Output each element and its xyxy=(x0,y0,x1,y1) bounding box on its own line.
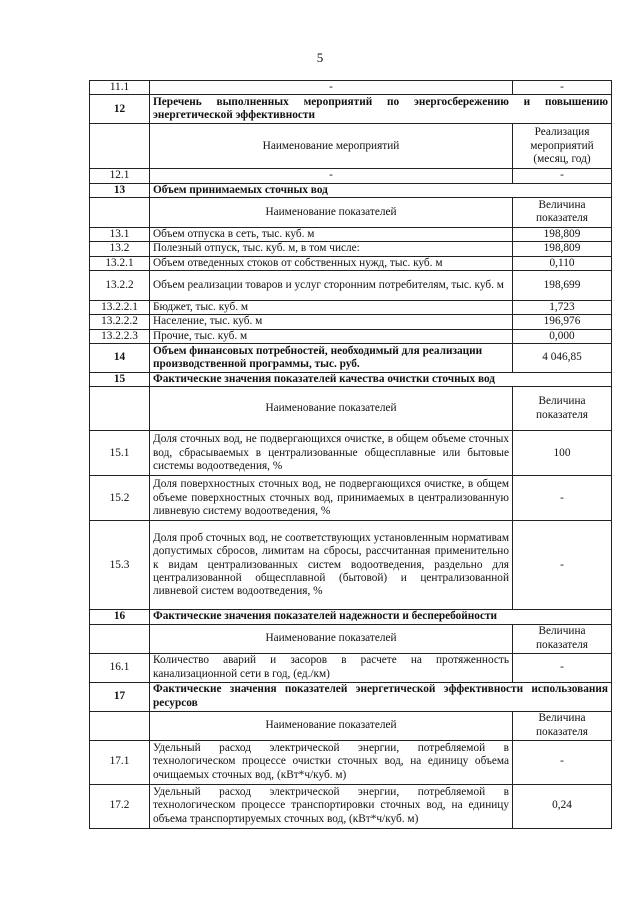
row-name: Доля сточных вод, не подвергающихся очистке, в общем объеме сточных вод, сбрасываемых в централизованные общесплавные или бытовые системы водоотведения, % xyxy=(150,431,513,476)
row-value: - xyxy=(513,476,612,521)
row-value: - xyxy=(513,169,612,183)
row-number: 17.2 xyxy=(90,784,150,828)
table-row xyxy=(90,653,612,682)
section-title: Фактические значения показателей энергетической эффективности использования ресурсов xyxy=(150,682,612,711)
row-name: Объем отпуска в сеть, тыс. куб. м xyxy=(150,227,513,241)
table-row xyxy=(90,315,612,329)
section-row xyxy=(90,372,612,386)
column-header-name: Наименование показателей xyxy=(150,624,513,653)
row-value: 196,976 xyxy=(513,315,612,329)
section-row xyxy=(90,343,612,372)
row-name: Население, тыс. куб. м xyxy=(150,315,513,329)
section-title: Фактические значения показателей качества очистки сточных вод xyxy=(150,372,612,386)
table-row xyxy=(90,242,612,256)
row-number: 13.2.1 xyxy=(90,256,150,270)
column-header-value: Величина показателя xyxy=(513,711,612,740)
header-row xyxy=(90,387,612,431)
table-row xyxy=(90,270,612,300)
empty-cell xyxy=(90,387,150,431)
table-row xyxy=(90,227,612,241)
column-header-value: Величина показателя xyxy=(513,624,612,653)
row-value: 1,723 xyxy=(513,300,612,314)
row-number: 13.2.2.1 xyxy=(90,300,150,314)
row-number: 13.2.2 xyxy=(90,270,150,300)
row-number: 11.1 xyxy=(90,81,150,95)
section-number: 13 xyxy=(90,183,150,197)
section-row xyxy=(90,183,612,197)
section-row xyxy=(90,95,612,124)
table-row xyxy=(90,300,612,314)
row-name: - xyxy=(150,169,513,183)
empty-cell xyxy=(90,624,150,653)
row-name: Полезный отпуск, тыс. куб. м, в том числе: xyxy=(150,242,513,256)
section-title: Фактические значения показателей надежности и бесперебойности xyxy=(150,610,612,624)
empty-cell xyxy=(90,124,150,169)
row-value: 100 xyxy=(513,431,612,476)
row-number: 15.1 xyxy=(90,431,150,476)
column-header-name: Наименование показателей xyxy=(150,387,513,431)
row-name: Объем отведенных стоков от собственных нужд, тыс. куб. м xyxy=(150,256,513,270)
row-value: 198,699 xyxy=(513,270,612,300)
table-row xyxy=(90,784,612,828)
column-header-value: Реализация мероприятий (месяц, год) xyxy=(513,124,612,169)
row-value: 198,809 xyxy=(513,227,612,241)
row-number: 15.3 xyxy=(90,521,150,610)
row-name: Удельный расход электрической энергии, потребляемой в технологическом процессе транспортировки сточных вод, на единицу объема транспортируемых сточных вод, (кВт*ч/куб. м) xyxy=(150,784,513,828)
section-number: 15 xyxy=(90,372,150,386)
section-number: 12 xyxy=(90,95,150,124)
table-row xyxy=(90,476,612,521)
row-name: Прочие, тыс. куб. м xyxy=(150,329,513,343)
row-value: 0,110 xyxy=(513,256,612,270)
row-value: - xyxy=(513,653,612,682)
header-row xyxy=(90,124,612,169)
row-value: 4 046,85 xyxy=(513,343,612,372)
row-name: Количество аварий и засоров в расчете на протяженность канализационной сети в год, (ед./км) xyxy=(150,653,513,682)
row-name: Доля поверхностных сточных вод, не подвергающихся очистке, в общем объеме поверхностных сточных вод, принимаемых в централизованную ливневую систему водоотведения, % xyxy=(150,476,513,521)
row-number: 13.1 xyxy=(90,227,150,241)
row-name: Удельный расход электрической энергии, потребляемой в технологическом процессе очистки сточных вод, на единицу объема очищаемых сточных вод, (кВт*ч/куб. м) xyxy=(150,740,513,784)
row-number: 13.2 xyxy=(90,242,150,256)
column-header-name: Наименование показателей xyxy=(150,197,513,227)
row-number: 13.2.2.2 xyxy=(90,315,150,329)
header-row xyxy=(90,197,612,227)
empty-cell xyxy=(90,197,150,227)
section-title: Объем финансовых потребностей, необходимый для реализации производственной программы, тыс. руб. xyxy=(150,343,513,372)
row-number: 13.2.2.3 xyxy=(90,329,150,343)
row-name: Доля проб сточных вод, не соответствующих установленным нормативам допустимых сбросов, лимитам на сбросы, рассчитанная применительно к видам централизованных систем водоотведения, раздельно для централизованной общесплавной (бытовой) и централизованной ливневой систем водоотведения, % xyxy=(150,521,513,610)
report-table xyxy=(89,80,612,829)
header-row xyxy=(90,711,612,740)
column-header-value: Величина показателя xyxy=(513,387,612,431)
row-value: - xyxy=(513,740,612,784)
table-row xyxy=(90,169,612,183)
row-value: 0,24 xyxy=(513,784,612,828)
empty-cell xyxy=(90,711,150,740)
row-number: 12.1 xyxy=(90,169,150,183)
row-name: Объем реализации товаров и услуг сторонним потребителям, тыс. куб. м xyxy=(150,270,513,300)
section-title: Перечень выполненных мероприятий по энергосбережению и повышению энергетической эффективности xyxy=(150,95,612,124)
page-number: 5 xyxy=(316,50,324,65)
section-number: 14 xyxy=(90,343,150,372)
table-row xyxy=(90,521,612,610)
section-row xyxy=(90,610,612,624)
row-value: - xyxy=(513,81,612,95)
section-number: 16 xyxy=(90,610,150,624)
section-title: Объем принимаемых сточных вод xyxy=(150,183,612,197)
row-name: - xyxy=(150,81,513,95)
row-number: 15.2 xyxy=(90,476,150,521)
table-row xyxy=(90,81,612,95)
table-row xyxy=(90,740,612,784)
row-value: 198,809 xyxy=(513,242,612,256)
section-row xyxy=(90,682,612,711)
row-number: 17.1 xyxy=(90,740,150,784)
column-header-value: Величина показателя xyxy=(513,197,612,227)
table-row xyxy=(90,431,612,476)
row-name: Бюджет, тыс. куб. м xyxy=(150,300,513,314)
header-row xyxy=(90,624,612,653)
row-value: - xyxy=(513,521,612,610)
section-number: 17 xyxy=(90,682,150,711)
row-number: 16.1 xyxy=(90,653,150,682)
column-header-name: Наименование мероприятий xyxy=(150,124,513,169)
row-value: 0,000 xyxy=(513,329,612,343)
column-header-name: Наименование показателей xyxy=(150,711,513,740)
table-row xyxy=(90,329,612,343)
table-row xyxy=(90,256,612,270)
